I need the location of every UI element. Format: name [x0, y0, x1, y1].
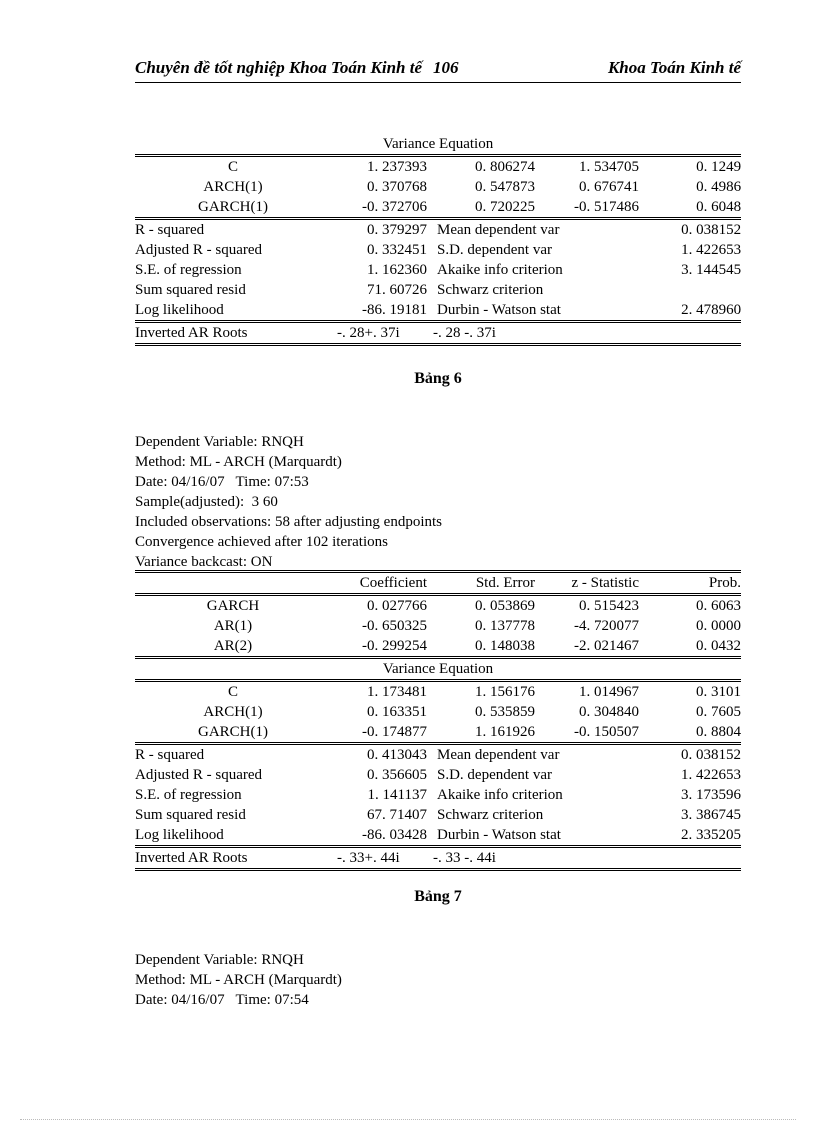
stat-value: 2. 478960 [681, 302, 742, 318]
stat-value: 0. 038152 [639, 219, 741, 241]
stat-value: 3. 173596 [681, 787, 741, 803]
stat-label: S.E. of regression [135, 262, 242, 278]
page-header [135, 58, 741, 83]
std-error-cell: 0. 137778 [475, 618, 535, 634]
roots-row [135, 322, 741, 345]
z-stat-cell: -0. 517486 [574, 199, 639, 215]
root-value: -. 33 -. 44i [427, 847, 535, 870]
stat-label: Akaike info criterion [437, 787, 563, 803]
table-row [135, 702, 741, 722]
stat-label: Sum squared resid [135, 282, 246, 298]
prob-cell: 0. 6048 [696, 199, 742, 215]
stat-label: Log likelihood [135, 827, 224, 843]
row-label: C [227, 684, 238, 700]
std-error-cell: 1. 156176 [475, 684, 535, 700]
sample-line: Sample(adjusted): 3 60 [135, 494, 278, 510]
table-row [135, 616, 741, 636]
stat-value: 71. 60726 [367, 282, 427, 298]
std-error-header: Std. Error [427, 572, 535, 595]
coefficient-cell: 1. 237393 [367, 159, 427, 175]
row-label: C [227, 159, 238, 175]
stat-label: Adjusted R - squared [135, 242, 263, 258]
table-row [135, 595, 741, 617]
observations-line: Included observations: 58 after adjusting endpoints [135, 514, 443, 530]
std-error-cell: 0. 720225 [475, 199, 535, 215]
table-header-row [135, 572, 741, 595]
z-stat-cell: 1. 534705 [579, 159, 639, 175]
stats-row [135, 280, 741, 300]
roots-label: Inverted AR Roots [135, 847, 331, 870]
stat-label: Mean dependent var [427, 219, 639, 241]
regression-table-1 [135, 134, 741, 346]
table-row [135, 177, 741, 197]
stat-label: S.D. dependent var [437, 242, 552, 258]
row-label: GARCH(1) [198, 199, 268, 215]
root-value: -. 33+. 44i [331, 847, 427, 870]
stats-row [135, 260, 741, 280]
stat-label: Durbin - Watson stat [437, 827, 561, 843]
stat-value: 1. 141137 [367, 787, 427, 803]
stat-label: Schwarz criterion [437, 282, 544, 298]
coefficient-cell: -0. 650325 [362, 618, 427, 634]
stat-value: 0. 332451 [367, 242, 427, 258]
root-value: -. 28+. 37i [331, 322, 427, 345]
prob-cell: 0. 0432 [696, 638, 741, 654]
stat-label: R - squared [135, 744, 331, 766]
stat-value: 1. 422653 [681, 767, 741, 783]
dependent-variable-line: Dependent Variable: RNQH [135, 434, 304, 450]
stat-value: 0. 356605 [367, 767, 427, 783]
std-error-cell: 0. 806274 [475, 159, 535, 175]
header-title-right: Khoa Toán Kinh tế [607, 58, 741, 77]
variance-equation-title: Variance Equation [135, 658, 741, 681]
roots-row [135, 847, 741, 870]
prob-cell: 0. 6063 [696, 598, 741, 614]
stat-value [639, 280, 741, 300]
stats-row [135, 300, 741, 322]
stat-label: Schwarz criterion [437, 807, 544, 823]
method-line: Method: ML - ARCH (Marquardt) [135, 454, 342, 470]
page-footer-divider [20, 1119, 796, 1120]
backcast-line: Variance backcast: ON [135, 554, 273, 570]
stat-value: 0. 038152 [639, 744, 741, 766]
row-label: GARCH [206, 598, 260, 614]
root-value: -. 28 -. 37i [427, 322, 535, 345]
stat-value: 1. 162360 [367, 262, 427, 278]
stat-value: 3. 144545 [681, 262, 742, 278]
stat-value: -86. 03428 [362, 827, 427, 843]
prob-cell: 0. 8804 [696, 724, 741, 740]
stat-value: 0. 413043 [331, 744, 427, 766]
convergence-line: Convergence achieved after 102 iterations [135, 534, 388, 550]
stats-row [135, 825, 741, 847]
stat-label: R - squared [135, 219, 331, 241]
table-caption-7: Bảng 7 [414, 888, 462, 905]
z-stat-cell: -4. 720077 [574, 618, 639, 634]
table-caption-6: Bảng 6 [414, 370, 462, 387]
coefficient-header: Coefficient [331, 572, 427, 595]
z-stat-header: z - Statistic [535, 572, 639, 595]
z-stat-cell: -0. 150507 [574, 724, 639, 740]
z-stat-cell: -2. 021467 [574, 638, 639, 654]
stats-row [135, 744, 741, 766]
prob-header: Prob. [639, 572, 741, 595]
coefficient-cell: 0. 370768 [367, 179, 427, 195]
coefficient-cell: -0. 299254 [362, 638, 427, 654]
table-section-header [135, 658, 741, 681]
stat-label: S.E. of regression [135, 787, 242, 803]
stat-value: 3. 386745 [681, 807, 741, 823]
row-label: ARCH(1) [203, 704, 263, 720]
table-section-header [135, 134, 741, 156]
std-error-cell: 0. 148038 [475, 638, 535, 654]
prob-cell: 0. 7605 [696, 704, 741, 720]
std-error-cell: 0. 547873 [475, 179, 535, 195]
prob-cell: 0. 0000 [696, 618, 741, 634]
table-row [135, 681, 741, 703]
stat-value: -86. 19181 [362, 302, 427, 318]
stats-row [135, 240, 741, 260]
regression-table-2 [135, 570, 741, 871]
stat-label: Log likelihood [135, 302, 224, 318]
prob-cell: 0. 1249 [696, 159, 742, 175]
prob-cell: 0. 3101 [696, 684, 741, 700]
stats-row [135, 219, 741, 241]
method-line: Method: ML - ARCH (Marquardt) [135, 972, 342, 988]
header-title-left: Chuyên đề tốt nghiệp Khoa Toán Kinh tế [135, 58, 423, 77]
row-label: GARCH(1) [198, 724, 268, 740]
stats-row [135, 805, 741, 825]
z-stat-cell: 0. 304840 [579, 704, 639, 720]
stat-label: Adjusted R - squared [135, 767, 263, 783]
stat-label: S.D. dependent var [437, 767, 552, 783]
stat-label: Sum squared resid [135, 807, 246, 823]
date-line: Date: 04/16/07 Time: 07:54 [135, 992, 309, 1008]
table-row [135, 197, 741, 219]
std-error-cell: 0. 053869 [475, 598, 535, 614]
roots-label: Inverted AR Roots [135, 322, 331, 345]
row-label: ARCH(1) [203, 179, 263, 195]
coefficient-cell: -0. 372706 [362, 199, 427, 215]
stat-value: 0. 379297 [331, 219, 427, 241]
z-stat-cell: 0. 515423 [579, 598, 639, 614]
stats-row [135, 765, 741, 785]
stat-label: Akaike info criterion [437, 262, 563, 278]
coefficient-cell: 1. 173481 [367, 684, 427, 700]
table-row [135, 636, 741, 658]
date-line: Date: 04/16/07 Time: 07:53 [135, 474, 309, 490]
stat-value: 67. 71407 [367, 807, 427, 823]
std-error-cell: 1. 161926 [475, 724, 535, 740]
table-row [135, 722, 741, 744]
z-stat-cell: 0. 676741 [579, 179, 639, 195]
coefficient-cell: -0. 174877 [362, 724, 427, 740]
std-error-cell: 0. 535859 [475, 704, 535, 720]
stat-value: 1. 422653 [681, 242, 742, 258]
stat-label: Mean dependent var [427, 744, 639, 766]
variance-equation-title: Variance Equation [135, 134, 741, 156]
coefficient-cell: 0. 027766 [367, 598, 427, 614]
coefficient-cell: 0. 163351 [367, 704, 427, 720]
stat-label: Durbin - Watson stat [437, 302, 561, 318]
z-stat-cell: 1. 014967 [579, 684, 639, 700]
page-number: 106 [433, 58, 459, 77]
row-label: AR(2) [213, 638, 253, 654]
dependent-variable-line: Dependent Variable: RNQH [135, 952, 304, 968]
stat-value: 2. 335205 [681, 827, 741, 843]
prob-cell: 0. 4986 [696, 179, 742, 195]
table-row [135, 156, 741, 178]
row-label: AR(1) [213, 618, 253, 634]
stats-row [135, 785, 741, 805]
